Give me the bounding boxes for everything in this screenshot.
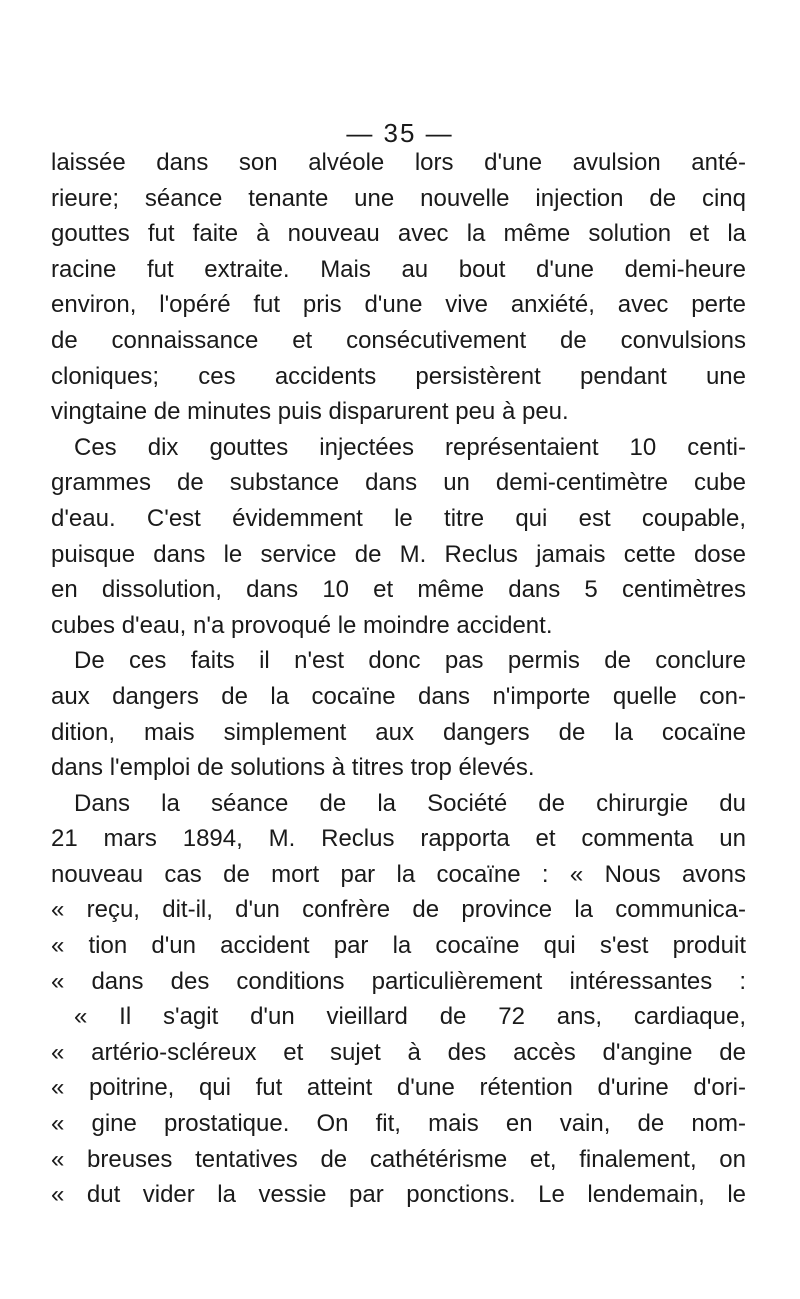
text-line: cloniques; ces accidents persistèrent pendant une <box>51 362 746 390</box>
text-line: « Il s'agit d'un vieillard de 72 ans, cardiaque, <box>74 1003 746 1031</box>
text-line: cubes d'eau, n'a provoqué le moindre accident. <box>51 611 553 639</box>
text-line: Ces dix gouttes injectées représentaient 10 centi- <box>74 433 746 461</box>
text-line: « gine prostatique. On fit, mais en vain, de nom- <box>51 1110 746 1138</box>
text-line: laissée dans son alvéole lors d'une avulsion anté- <box>51 149 746 176</box>
text-line: environ, l'opéré fut pris d'une vive anxiété, avec perte <box>51 291 746 319</box>
text-line: « dut vider la vessie par ponctions. Le lendemain, le <box>51 1181 746 1209</box>
page-number: — 35 — <box>346 118 454 148</box>
text-line: vingtaine de minutes puis disparurent peu à peu. <box>51 398 569 426</box>
text-line: « breuses tentatives de cathétérisme et, finalement, on <box>51 1145 746 1173</box>
text-line: dition, mais simplement aux dangers de la cocaïne <box>51 718 746 746</box>
text-line: aux dangers de la cocaïne dans n'importe quelle con- <box>51 682 746 710</box>
text-line: grammes de substance dans un demi-centimètre cube <box>51 469 746 497</box>
text-line: « poitrine, qui fut atteint d'une rétention d'urine d'ori- <box>51 1074 746 1102</box>
text-line: en dissolution, dans 10 et même dans 5 centimètres <box>51 576 746 604</box>
text-line: de connaissance et consécutivement de convulsions <box>51 326 746 354</box>
body-text <box>51 145 746 1213</box>
text-line: Dans la séance de la Société de chirurgie du <box>74 789 746 817</box>
text-line: gouttes fut faite à nouveau avec la même solution et la <box>51 220 746 248</box>
text-line: puisque dans le service de M. Reclus jamais cette dose <box>51 540 746 568</box>
text-line: « artério-scléreux et sujet à des accès d'angine de <box>51 1038 746 1066</box>
text-line: nouveau cas de mort par la cocaïne : « Nous avons <box>51 860 746 888</box>
text-line: dans l'emploi de solutions à titres trop élevés. <box>51 754 535 782</box>
text-line: racine fut extraite. Mais au bout d'une demi-heure <box>51 255 746 283</box>
text-line: « tion d'un accident par la cocaïne qui s'est produit <box>51 932 746 960</box>
text-line: d'eau. C'est évidemment le titre qui est coupable, <box>51 504 746 532</box>
text-line: 21 mars 1894, M. Reclus rapporta et commenta un <box>51 825 746 853</box>
text-line: De ces faits il n'est donc pas permis de conclure <box>74 647 746 675</box>
text-line: « dans des conditions particulièrement intéressantes : <box>51 967 746 995</box>
text-line: « reçu, dit-il, d'un confrère de province la communica- <box>51 896 746 924</box>
text-line: rieure; séance tenante une nouvelle injection de cinq <box>51 184 746 212</box>
